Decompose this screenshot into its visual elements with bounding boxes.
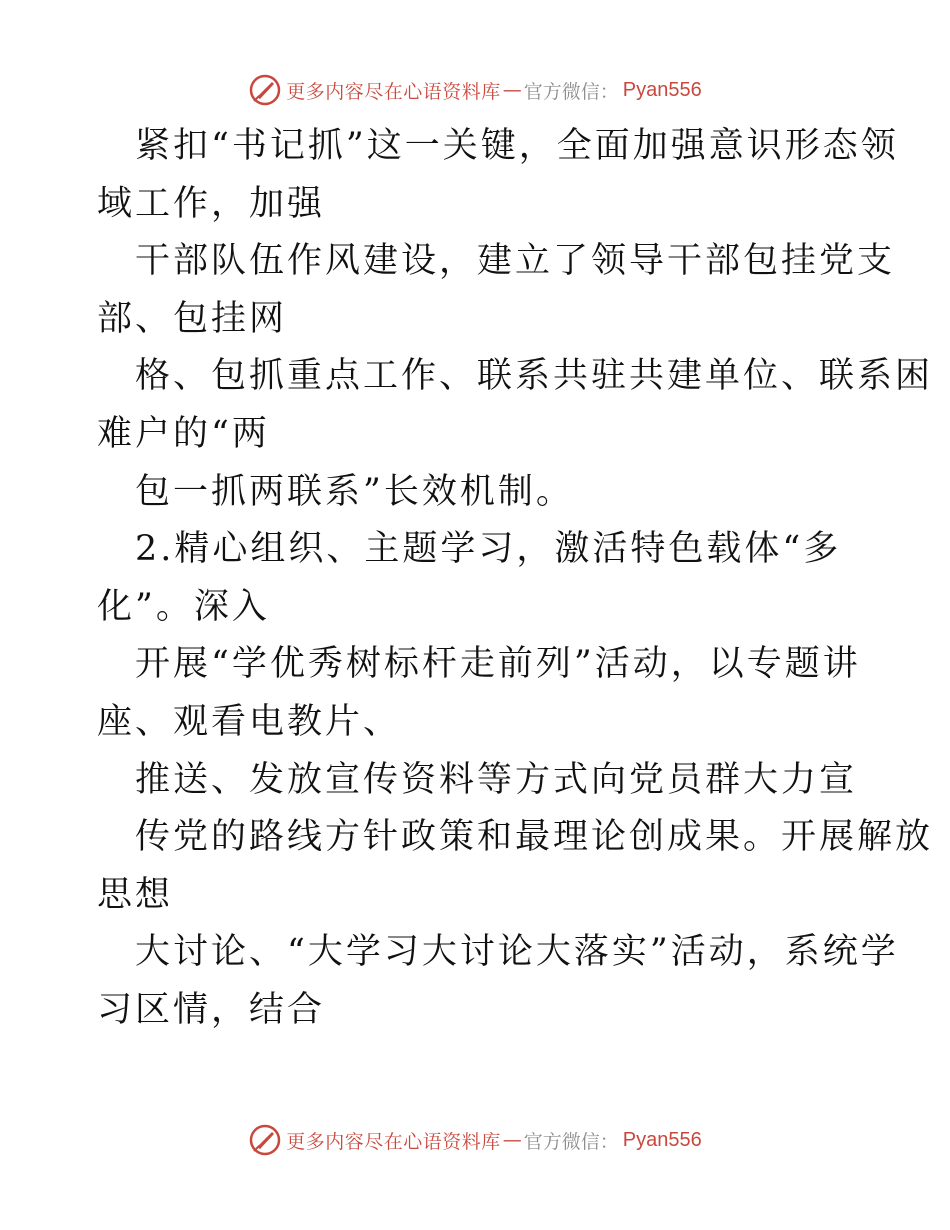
quill-logo-icon (248, 73, 282, 107)
watermark-separator: — (502, 1129, 522, 1151)
document-body (97, 118, 934, 1040)
text-line: 推送、发放宣传资料等方式向党员群大力宣 (135, 759, 858, 800)
text-line: 紧扣“书记抓”这一关键，全面加强意识形态领 (135, 126, 899, 166)
text-line: 格、包抓重点工作、联系共驻共建单位、联系困 (135, 356, 934, 397)
text-line: 部、包挂网 (97, 298, 288, 339)
watermark-separator: — (502, 79, 522, 101)
watermark-label: 官方微信： (523, 1130, 619, 1153)
text-line: 习区情，结合 (97, 989, 326, 1030)
quill-logo-icon (248, 1123, 282, 1157)
text-line: 干部队伍作风建设，建立了领导干部包挂党支 (135, 241, 896, 282)
watermark-brand-text: 更多内容尽在心语资料库 (286, 80, 501, 103)
header-watermark (0, 70, 950, 110)
text-line: 座、观看电教片、 (97, 701, 402, 742)
text-line: 传党的路线方针政策和最理论创成果。开展解放 (135, 817, 934, 858)
text-line: 域工作，加强 (97, 183, 326, 224)
watermark-id: Pyan556 (622, 78, 702, 101)
watermark-label: 官方微信： (523, 80, 619, 103)
text-line: 思想 (97, 874, 174, 915)
text-line: 2.精心组织、主题学习，激活特色载体“多 (135, 529, 842, 570)
footer-watermark (0, 1120, 950, 1160)
text-line: 化”。深入 (97, 586, 270, 627)
text-line: 大讨论、“大学习大讨论大落实”活动，系统学 (135, 932, 899, 973)
text-line: 包一抓两联系”长效机制。 (135, 471, 574, 512)
watermark-brand-text: 更多内容尽在心语资料库 (286, 1130, 501, 1153)
text-line: 难户的“两 (97, 413, 270, 454)
watermark-id: Pyan556 (622, 1128, 702, 1151)
text-line: 开展“学优秀树标杆走前列”活动，以专题讲 (135, 644, 861, 685)
